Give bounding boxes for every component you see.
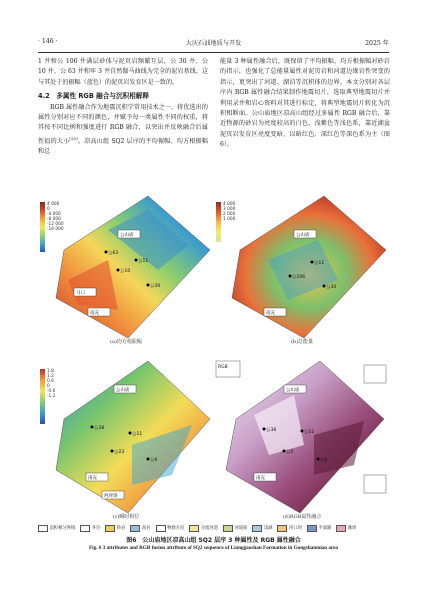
legend-swatch xyxy=(80,525,90,532)
paragraph-rgb xyxy=(38,103,208,158)
legend-label: 沉积相分界线 xyxy=(49,526,76,531)
legend-label: 物源方向 xyxy=(167,526,185,531)
page-number: · 146 · xyxy=(38,38,58,45)
paragraph-rgb-text: RGB 属性融合作为地震沉积学常用技术之一，将优选出的属性分别对应不同的颜色，并赋予每一类属性不同的权重，将其按不同比例和强度进行 RGB 融合，以突出并反映融合后属性值的大小 xyxy=(38,103,208,145)
colorbar-c-ticks: 1.8 1.2 0.6 0 -0.6 -1.2 xyxy=(47,369,56,399)
legend-item xyxy=(223,525,247,532)
legend-swatch xyxy=(277,525,287,532)
rms-amplitude-map xyxy=(48,190,214,338)
colorbar-a-ticks: 4 000 0 -4 000 -8 000 -12 000 -16 000 xyxy=(47,202,64,232)
well-label: 公63 xyxy=(108,251,119,256)
well-label: 公11 xyxy=(304,430,315,435)
figure-panel-a xyxy=(38,190,214,345)
citation[interactable]: [20] xyxy=(69,135,78,141)
legend-item xyxy=(277,525,301,532)
legend-swatch xyxy=(189,525,199,532)
place-label-nc: 南充 xyxy=(256,476,265,481)
well-label: 公30 xyxy=(150,284,161,289)
well-label: 公106 xyxy=(292,275,306,280)
rgb-label: RGB xyxy=(218,365,228,370)
section-heading: 4.2 多属性 RGB 融合与沉积相解释 xyxy=(38,92,149,101)
legend-label: 滩坝 xyxy=(347,526,357,531)
colorbar-a xyxy=(40,202,45,252)
figure-caption-cn: 图6 公山庙地区凉高山组 SQ2 层序 3 种属性及 RGB 属性融合 xyxy=(126,537,301,544)
well-label: 公5 xyxy=(286,450,294,455)
legend-item xyxy=(252,525,272,532)
legend-label: 泥岩 xyxy=(141,526,151,531)
well-label: 公38 xyxy=(94,426,105,431)
text-column-left xyxy=(38,57,208,158)
instantaneous-phase-map xyxy=(52,355,214,513)
colorbar-b xyxy=(216,202,221,242)
well-label: 公11 xyxy=(138,259,149,264)
place-label-gsm: 公山庙 xyxy=(296,233,310,238)
place-label-nc: 南充 xyxy=(90,311,99,316)
journal-name: 大庆石油地质与开发 xyxy=(185,40,242,47)
panel-d-caption: (d)RGB属性融合 xyxy=(282,514,322,520)
text-column-right xyxy=(220,57,390,151)
legend-label: 浅湖 xyxy=(263,526,273,531)
legend-swatch xyxy=(105,525,115,532)
legend-label: 河道间 xyxy=(234,526,248,531)
legend-swatch xyxy=(307,525,317,532)
legend-swatch xyxy=(223,525,233,532)
figure-legend xyxy=(38,523,389,533)
place-label-wbc: 西坪场 xyxy=(104,494,118,499)
paragraph-continued: 1 井和公 106 井满层砂体与泥页岩频繁互层，公 30 井、公 10 井、公 63 井和牢 3 井自然伽马曲线为完全的泥岩基线，这与其处于的振幅（蓝色）的泥页岩发育区是一致的。 xyxy=(38,58,208,86)
place-label-nc: 南充 xyxy=(266,311,275,316)
well-label: 公11 xyxy=(314,261,325,266)
legend-item xyxy=(307,525,331,532)
figure-caption-en: Fig. 6 3 attributes and RGB fusion attribute of SQ2 sequence of Lianggaoshan Formation in Gongshanmiao area xyxy=(88,545,339,551)
place-label-gsm: 公山庙 xyxy=(120,233,134,238)
place-label-nc: 南充 xyxy=(88,476,97,481)
colorbar-c xyxy=(40,369,45,424)
place-label-gsm: 公山庙 xyxy=(286,388,300,393)
place-label-mk: 马口 xyxy=(76,291,85,296)
legend-label: 井位 xyxy=(91,526,101,531)
legend-swatch xyxy=(156,525,166,532)
well-label: 公6 xyxy=(150,458,158,463)
panel-b-caption: (b)总能量 xyxy=(290,339,314,345)
legend-item xyxy=(105,525,125,532)
legend-item xyxy=(189,525,218,532)
page-header xyxy=(38,38,389,50)
legend-swatch xyxy=(336,525,346,532)
well-label: 公23 xyxy=(114,450,125,455)
well-label: 公10 xyxy=(120,269,131,274)
well-label: 公30 xyxy=(326,285,337,290)
legend-item xyxy=(336,525,356,532)
well-label: 公38 xyxy=(266,428,277,433)
total-energy-map xyxy=(228,190,390,338)
rgb-fusion-map xyxy=(214,355,390,513)
well-label: 公11 xyxy=(132,432,143,437)
legend-item xyxy=(130,525,150,532)
legend-swatch xyxy=(252,525,262,532)
well-label: 公6 xyxy=(320,458,328,463)
figure-panel-d xyxy=(214,355,390,520)
paragraph-rgb-tail: 。凉高山组 SQ2 层序的平均振幅、均方根振幅和总 xyxy=(38,137,209,156)
legend-swatch xyxy=(38,525,48,532)
figure-panel-b xyxy=(214,190,390,345)
legend-label: 半深湖 xyxy=(318,526,332,531)
legend-item xyxy=(80,525,100,532)
legend-item xyxy=(38,525,75,532)
legend-label: 砂岩 xyxy=(116,526,126,531)
paragraph-fusion: 能量 3 种属性融合后，既保留了平均振幅、均方根振幅对砂岩的指示，也强化了总能量属性对泥页岩和河道边缘岩性突变的指示，更突出了河道、湖泊等沉积体的边界。本文分别对各层序内 RGB 属性融合结果制作地震切片，选取典型地震切片并利用录井和岩心资料对其进行标定，将典型地震切片转化为沉积相断面。公山庙地区凉高山组经过多属性 RGB 融合后，靠近物源的砂岩为亮度较高的白色、浅紫色等浅色系，靠近湖盆泥页岩发育区亮度变暗，以暗红色、深红色等深色系为主（图 6）。 xyxy=(220,58,390,149)
legend-swatch xyxy=(130,525,140,532)
figure-panel-c xyxy=(38,355,214,520)
legend-label: 河口坝 xyxy=(288,526,302,531)
panel-a-caption: (a)均方根振幅 xyxy=(110,339,142,345)
place-label-gsm: 公山庙 xyxy=(116,388,130,393)
journal-year: 2025 年 xyxy=(365,40,389,47)
panel-c-caption: (c)瞬时相位 xyxy=(112,514,140,520)
legend-item xyxy=(156,525,185,532)
legend-label: 分流河道 xyxy=(200,526,218,531)
colorbar-b-ticks: 4 000 3 000 2 000 1 000 xyxy=(223,202,236,222)
header-rule xyxy=(38,52,389,53)
